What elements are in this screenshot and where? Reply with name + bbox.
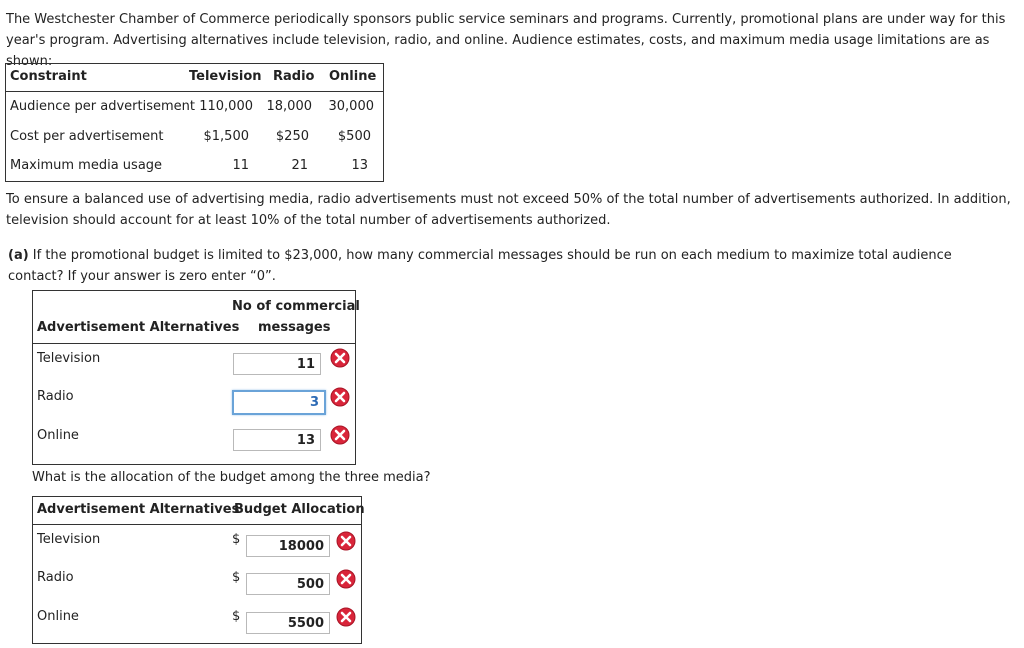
row-label-cost: Cost per advertisement: [10, 129, 164, 144]
messages-row-label: Radio: [37, 389, 74, 404]
cell-audience-radio: 18,000: [266, 99, 312, 114]
cell-max-online: 13: [351, 158, 368, 173]
messages-row-label: Television: [37, 351, 101, 366]
cell-cost-online: $500: [337, 129, 371, 144]
budget-col-alternatives: Advertisement Alternatives: [37, 502, 240, 517]
messages-col-count-line1: No of commercial: [232, 299, 360, 314]
cell-max-radio: 21: [291, 158, 308, 173]
budget-table: [32, 496, 365, 644]
messages-col-alternatives: Advertisement Alternatives: [37, 320, 240, 335]
question-a: [8, 245, 1008, 287]
cell-audience-tv: 110,000: [199, 99, 253, 114]
question-a-text: If the promotional budget is limited to $23,000, how many commercial messages should be run on each medium to maximize total audience contact? If your answer is zero enter “0”.: [8, 248, 952, 284]
x-circle-icon: [336, 569, 356, 589]
radio-messages-input[interactable]: 3: [232, 390, 326, 415]
budget-row-label: Television: [37, 532, 101, 547]
intro-text: The Westchester Chamber of Commerce periodically sponsors public service seminars and programs. Currently, promotional plans are under way for this year's program. Advertising alternatives include television, radio, and online. Audience estimates, costs, and maximum media usage limitations are as shown:: [6, 12, 1006, 69]
tv-budget-input[interactable]: 18000: [246, 535, 330, 557]
currency-symbol: $: [232, 532, 241, 547]
row-label-audience: Audience per advertisement: [10, 99, 195, 114]
currency-symbol: $: [232, 570, 241, 585]
x-circle-icon: [330, 387, 350, 407]
header-constraint: Constraint: [10, 69, 87, 84]
cell-audience-online: 30,000: [328, 99, 374, 114]
messages-row-label: Online: [37, 428, 79, 443]
messages-table: [32, 290, 360, 465]
x-circle-icon: [336, 607, 356, 627]
currency-symbol: $: [232, 609, 241, 624]
cell-max-tv: 11: [232, 158, 249, 173]
online-messages-input[interactable]: 13: [233, 429, 321, 451]
budget-row-label: Radio: [37, 570, 74, 585]
budget-col-allocation: Budget Allocation: [234, 502, 365, 517]
header-radio: Radio: [273, 69, 315, 84]
cell-cost-tv: $1,500: [203, 129, 249, 144]
x-circle-icon: [330, 348, 350, 368]
cell-cost-radio: $250: [275, 129, 309, 144]
messages-col-count-line2: messages: [258, 320, 331, 335]
tv-messages-input[interactable]: 11: [233, 353, 321, 375]
radio-budget-input[interactable]: 500: [246, 573, 330, 595]
x-circle-icon: [336, 531, 356, 551]
online-budget-input[interactable]: 5500: [246, 612, 330, 634]
constraint-table: [5, 63, 384, 182]
budget-row-label: Online: [37, 609, 79, 624]
x-circle-icon: [330, 425, 350, 445]
budget-question: What is the allocation of the budget among the three media?: [32, 470, 431, 485]
header-television: Television: [189, 69, 262, 84]
row-label-max-usage: Maximum media usage: [10, 158, 163, 173]
header-online: Online: [329, 69, 377, 84]
question-a-label: (a): [8, 248, 29, 263]
constraints-paragraph: To ensure a balanced use of advertising media, radio advertisements must not exceed 50% of the total number of advertisements authorized. In addition, television should account for at least 10% of the total number of advertisements authorized.: [6, 192, 1011, 228]
